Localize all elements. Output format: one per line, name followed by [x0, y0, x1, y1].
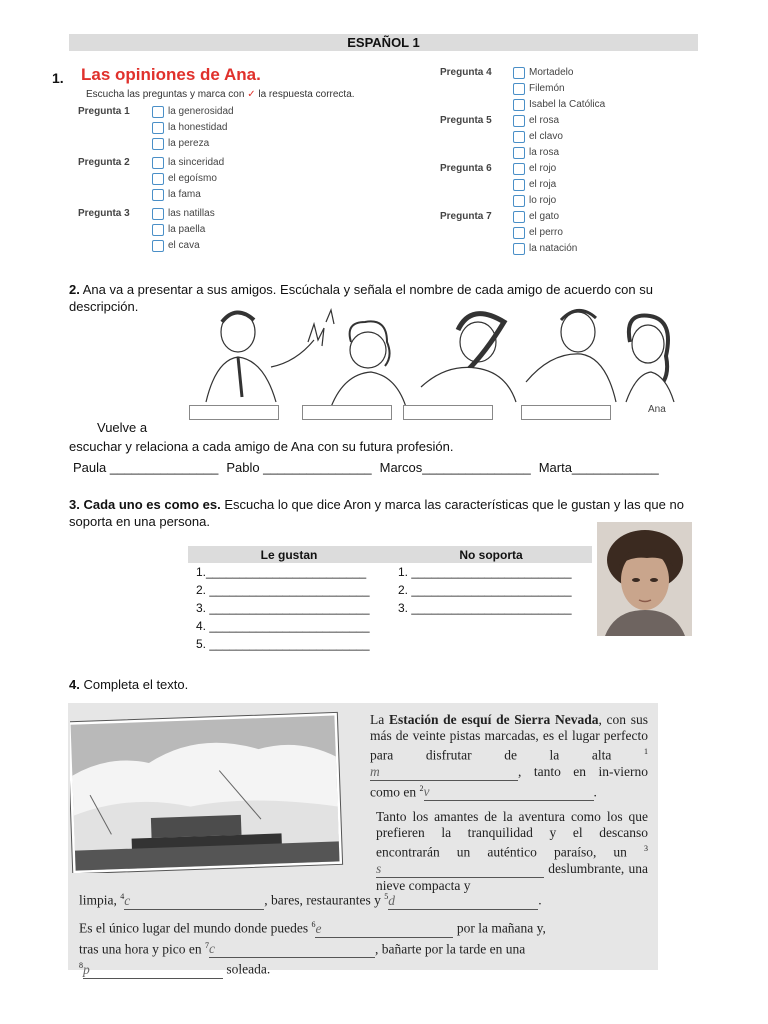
le-gustan-line[interactable]: 1.________________________ [196, 565, 367, 579]
option-label: lo rojo [529, 195, 557, 206]
friend-figure-1 [206, 312, 324, 402]
blank-2[interactable]: v [424, 784, 594, 801]
ex2-line2: escuchar y relaciona a cada amigo de Ana con su futura profesión. [69, 439, 454, 454]
answer-option[interactable] [513, 161, 556, 176]
checkbox[interactable] [152, 224, 164, 236]
answer-option[interactable] [513, 145, 559, 160]
checkbox[interactable] [513, 243, 525, 255]
checkbox[interactable] [513, 179, 525, 191]
col-le-gustan: Le gustan [188, 546, 390, 563]
checkbox[interactable] [513, 67, 525, 79]
checkbox[interactable] [152, 189, 164, 201]
friend-figure-3 [421, 314, 516, 402]
name-line-paula[interactable]: Paula _______________ [73, 460, 219, 475]
ex4-paragraph-2-end: limpia, $^4$c , bares, restaurantes y $^5$d . [79, 892, 542, 908]
question-label: Pregunta 4 [440, 67, 492, 78]
ana-label: Ana [648, 404, 666, 415]
answer-option[interactable] [513, 81, 565, 96]
ex1-title: Las opiniones de Ana. [81, 65, 261, 84]
ex1-instruction: Escucha las preguntas y marca con ✓ la respuesta correcta. [86, 89, 355, 100]
option-label: el rojo [529, 163, 557, 174]
aron-photo [597, 522, 692, 636]
answer-option[interactable] [152, 187, 201, 202]
option-label: el cava [168, 240, 200, 251]
friend-name-box-4[interactable] [521, 405, 611, 420]
answer-option[interactable] [152, 136, 209, 151]
answer-option[interactable] [152, 222, 205, 237]
name-line-marcos[interactable]: Marcos_______________ [379, 460, 531, 475]
option-label: Isabel la Católica [529, 99, 606, 110]
checkbox[interactable] [152, 106, 164, 118]
option-label: la fama [168, 189, 201, 200]
ex2-names-row [73, 459, 703, 476]
answer-option[interactable] [513, 97, 605, 112]
option-label: la honestidad [168, 122, 228, 133]
checkbox[interactable] [513, 99, 525, 111]
no-soporta-line[interactable]: 3. ________________________ [398, 601, 572, 615]
blank-1[interactable]: m [370, 764, 518, 781]
option-label: el rosa [529, 115, 560, 126]
friend-figure-ana [626, 316, 674, 402]
checkbox[interactable] [513, 131, 525, 143]
blank-8[interactable]: p [83, 962, 223, 979]
checkbox[interactable] [152, 122, 164, 134]
ex1-number: 1. [52, 70, 64, 86]
checkbox[interactable] [152, 240, 164, 252]
checkbox[interactable] [513, 211, 525, 223]
checkbox[interactable] [513, 195, 525, 207]
ex4-instruction: 4. Completa el texto. [69, 677, 189, 692]
option-label: Filemón [529, 83, 565, 94]
answer-option[interactable] [152, 120, 228, 135]
le-gustan-line[interactable]: 2. ________________________ [196, 583, 370, 597]
checkbox[interactable] [152, 208, 164, 220]
answer-option[interactable] [152, 206, 215, 221]
option-label: la rosa [529, 147, 560, 158]
friend-figure-4 [526, 310, 616, 402]
option-label: Mortadelo [529, 67, 574, 78]
answer-option[interactable] [513, 225, 563, 240]
checkbox[interactable] [152, 173, 164, 185]
le-gustan-line[interactable]: 4. ________________________ [196, 619, 370, 633]
checkbox[interactable] [513, 227, 525, 239]
sierra-nevada-photo [70, 711, 345, 873]
blank-6[interactable]: e [315, 921, 453, 938]
no-soporta-line[interactable]: 1. ________________________ [398, 565, 572, 579]
answer-option[interactable] [513, 209, 559, 224]
answer-option[interactable] [513, 129, 563, 144]
question-label: Pregunta 2 [78, 157, 130, 168]
question-label: Pregunta 6 [440, 163, 492, 174]
ex3-instruction: 3. Cada uno es como es. Escucha lo que dice Aron y marca las características que le gustan y las que no soporta en una persona. [69, 497, 684, 529]
option-label: el clavo [529, 131, 563, 142]
question-label: Pregunta 3 [78, 208, 130, 219]
option-label: el egoísmo [168, 173, 217, 184]
option-label: el perro [529, 227, 563, 238]
le-gustan-line[interactable]: 5. ________________________ [196, 637, 370, 651]
option-label: el roja [529, 179, 557, 190]
blank-5[interactable]: d [388, 893, 538, 910]
question-label: Pregunta 5 [440, 115, 492, 126]
ex2-vuelve-a: Vuelve a [97, 420, 148, 435]
friends-illustration [186, 302, 686, 420]
answer-option[interactable] [152, 238, 200, 253]
answer-option[interactable] [152, 104, 234, 119]
option-label: la natación [529, 243, 578, 254]
checkbox[interactable] [513, 115, 525, 127]
answer-option[interactable] [513, 65, 573, 80]
friend-name-box-1[interactable] [189, 405, 279, 420]
answer-option[interactable] [152, 155, 224, 170]
friend-name-box-3[interactable] [403, 405, 493, 420]
page-header: ESPAÑOL 1 [69, 34, 698, 51]
ex4-paragraph-2: Tanto los amantes de la aventura como los que prefieren la tranquilidad y el descanso encontrarán un auténtico paraíso, un $^3$s deslumbrante, una nieve compacta y [376, 809, 649, 893]
name-line-marta[interactable]: Marta____________ [538, 460, 659, 475]
ex3-table [188, 546, 592, 653]
name-line-pablo[interactable]: Pablo _______________ [226, 460, 372, 475]
blank-7[interactable]: c [209, 941, 375, 958]
le-gustan-line[interactable]: 3. ________________________ [196, 601, 370, 615]
blank-3[interactable]: s [376, 861, 544, 878]
checkbox[interactable] [513, 83, 525, 95]
checkmark-icon: ✓ [247, 89, 256, 100]
blank-4[interactable]: c [124, 893, 264, 910]
option-label: la sinceridad [168, 157, 225, 168]
answer-option[interactable] [513, 241, 577, 256]
checkbox[interactable] [513, 147, 525, 159]
checkbox[interactable] [152, 138, 164, 150]
option-label: el gato [529, 211, 560, 222]
no-soporta-line[interactable]: 2. ________________________ [398, 583, 572, 597]
answer-option[interactable] [152, 171, 217, 186]
answer-option[interactable] [513, 193, 556, 208]
option-label: la generosidad [168, 106, 234, 117]
ex4-paragraph-1: La Estación de esquí de Sierra Nevada, con sus más de veinte pistas marcadas, es el lugar perfecto para disfrutar de la alta $^1$m , tanto en in-vierno como en $^2$v . [370, 712, 649, 799]
friend-figure-2 [326, 310, 406, 407]
answer-option[interactable] [513, 177, 556, 192]
col-no-soporta: No soporta [390, 546, 592, 563]
checkbox[interactable] [152, 157, 164, 169]
ex2-instruction: 2. Ana va a presentar a sus amigos. Escúchala y señala el nombre de cada amigo de acuerdo con su descripción. [69, 282, 653, 314]
option-label: la paella [168, 224, 206, 235]
question-label: Pregunta 7 [440, 211, 492, 222]
option-label: la pereza [168, 138, 210, 149]
question-label: Pregunta 1 [78, 106, 130, 117]
answer-option[interactable] [513, 113, 559, 128]
ex4-paragraph-3: Es el único lugar del mundo donde puedes $^6$e por la mañana y, tras una hora y pico en $^7$c , bañarte por la tarde en una $^8$p soleada. [79, 920, 546, 977]
friend-name-box-2[interactable] [302, 405, 392, 420]
checkbox[interactable] [513, 163, 525, 175]
option-label: las natillas [168, 208, 215, 219]
